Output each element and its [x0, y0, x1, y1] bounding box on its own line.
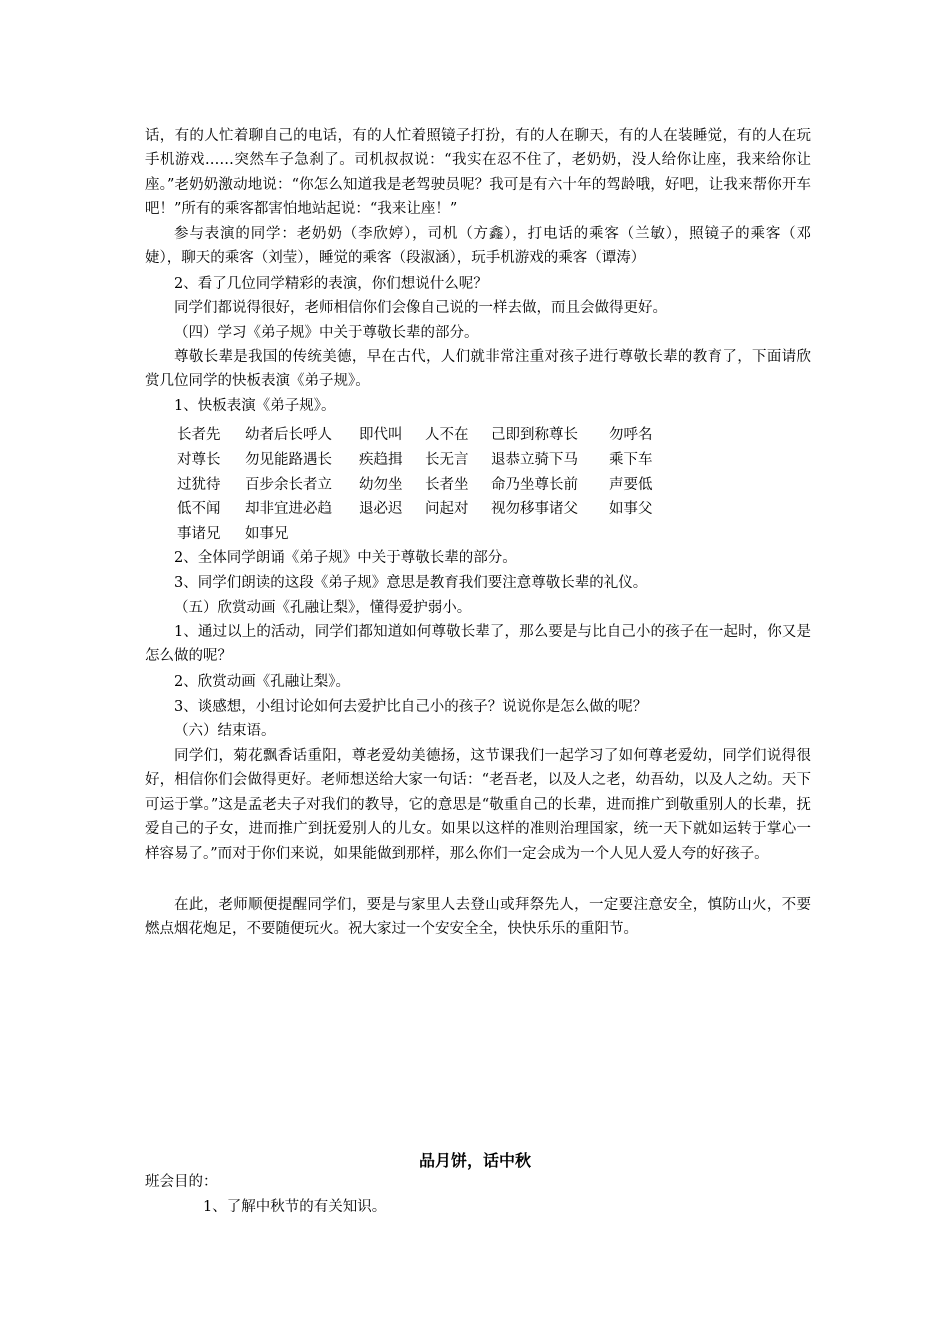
poem-row	[177, 423, 679, 448]
poem-cell: 命乃坐尊长前	[491, 476, 578, 493]
goal-item: 1、了解中秋节的有关知识。	[203, 1199, 387, 1215]
teacher-comment: 同学们都说得很好，老师相信你们会像自己说的一样去做，而且会做得更好。	[174, 300, 667, 316]
poem-cell: 视勿移事诸父	[491, 501, 578, 518]
poem-cell: 即代叫	[359, 427, 403, 443]
poem-cell: 对尊长	[177, 451, 221, 468]
poem-cell: 过犹待	[177, 476, 221, 493]
poem-cell: 百步余长者立	[245, 476, 332, 493]
discussion-line: 3、谈感想，小组讨论如何去爱护比自己小的孩子？说说你是怎么做的呢？	[174, 699, 648, 715]
paragraph-younger-kids: 1、通过以上的活动，同学们都知道如何尊敬长辈了，那么要是与比自己小的孩子在一起时，你又是怎么做的呢？	[145, 624, 811, 665]
poem-cell: 幼者后长呼人	[245, 427, 332, 443]
paragraph-closing: 同学们，菊花飘香话重阳，尊老爱幼美德扬，这节课我们一起学习了如何尊老爱幼，同学们说得很好，相信你们会做得更好。老师想送给大家一句话：“老吾老，以及人之老，幼吾幼，以及人之幼。天下可运于掌。”这是孟老夫子对我们的教导，它的意思是“敬重自己的长辈，进而推广到敬重别人的长辈，抚爱自己的子女，进而推广到抚爱别人的儿女。如果以这样的准则治理国家，统一天下就如运转于掌心一样容易了。”而对于你们来说，如果能做到那样，那么你们一定会成为一个人见人爱人夸的好孩子。	[145, 748, 811, 862]
poem-cell: 幼勿坐	[359, 476, 403, 493]
poem-cell: 却非宜进必趋	[245, 501, 332, 518]
step-two-recite: 2、全体同学朗诵《弟子规》中关于尊敬长辈的部分。	[174, 550, 517, 566]
poem-cell: 如事父	[609, 501, 653, 518]
poem-row	[177, 522, 679, 547]
poem-cell: 勿呼名	[609, 427, 653, 443]
poem-cell: 人不在	[425, 427, 469, 443]
poem-row	[177, 448, 679, 473]
paragraph-performers: 参与表演的同学：老奶奶（李欣婷），司机（方鑫），打电话的乘客（兰敏），照镜子的乘客（邓婕），聊天的乘客（刘莹），睡觉的乘客（段淑涵），玩手机游戏的乘客（谭涛）	[145, 226, 811, 267]
poem-cell: 长无言	[425, 451, 469, 468]
section-five-heading: （五）欣赏动画《孔融让梨》，懂得爱护弱小。	[174, 600, 472, 616]
section-title: 品月饼，话中秋	[418, 1151, 531, 1170]
dizigui-poem	[177, 423, 679, 547]
poem-cell: 退必迟	[359, 501, 403, 518]
poem-cell: 如事兄	[245, 526, 289, 543]
poem-cell: 疾趋揖	[359, 451, 403, 468]
poem-cell: 乘下车	[609, 451, 653, 468]
poem-cell: 退恭立骑下马	[491, 451, 578, 468]
section-four-heading: （四）学习《弟子规》中关于尊敬长辈的部分。	[174, 325, 479, 341]
paragraph-safety: 在此，老师顺便提醒同学们，要是与家里人去登山或拜祭先人，一定要注意安全，慎防山火，不要燃点烟花炮足，不要随便玩火。祝大家过一个安安全全，快快乐乐的重阳节。	[145, 897, 811, 938]
section-six-heading: （六）结束语。	[174, 723, 276, 739]
goal-label: 班会目的：	[145, 1174, 218, 1190]
poem-cell: 长者坐	[425, 476, 469, 493]
poem-row	[177, 497, 679, 522]
poem-cell: 己即到称尊长	[491, 427, 578, 443]
poem-cell: 勿见能路遇长	[245, 451, 332, 468]
poem-cell: 问起对	[425, 501, 469, 518]
step-three-meaning: 3、同学们朗读的这段《弟子规》意思是教育我们要注意尊敬长辈的礼仪。	[174, 575, 648, 591]
poem-cell: 低不闻	[177, 501, 221, 518]
poem-row	[177, 473, 679, 498]
paragraph-bus-story: 话，有的人忙着聊自己的电话，有的人忙着照镜子打扮，有的人在聊天，有的人在装睡觉，有的人在玩手机游戏……突然车子急刹了。司机叔叔说：“我实在忍不住了，老奶奶，没人给你让座，我来给你让座。”老奶奶激动地说：“你怎么知道我是老驾驶员呢？我可是有六十年的驾龄哦，好吧，让我来帮你开车吧！”所有的乘客都害怕地站起说：“我来让座！”	[145, 128, 811, 218]
paragraph-respect-elders: 尊敬长辈是我国的传统美德，早在古代，人们就非常注重对孩子进行尊敬长辈的教育了，下面请欣赏几位同学的快板表演《弟子规》。	[145, 349, 811, 390]
poem-cell: 事诸兄	[177, 526, 221, 543]
poem-cell: 声要低	[609, 476, 653, 493]
question-line: 2、看了几位同学精彩的表演，你们想说什么呢？	[174, 276, 488, 292]
watch-animation: 2、欣赏动画《孔融让梨》。	[174, 674, 350, 690]
poem-cell: 长者先	[177, 427, 221, 443]
kuaiban-heading: 1、快板表演《弟子规》。	[174, 398, 336, 414]
